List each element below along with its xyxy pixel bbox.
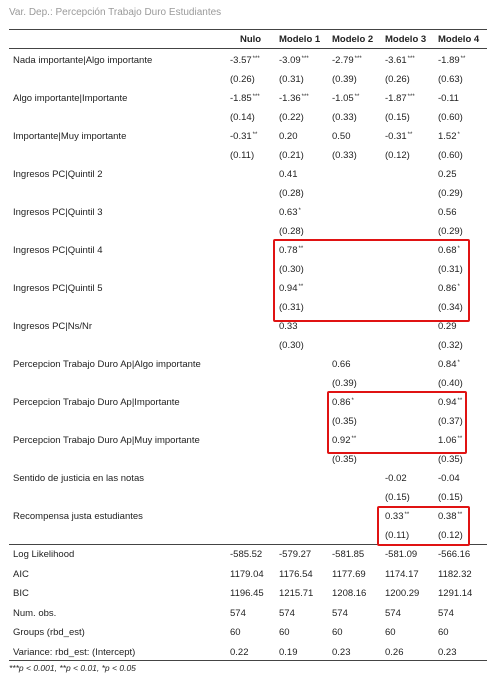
stat-value: 1179.04 [230, 568, 264, 580]
standard-error: (0.32) [438, 340, 463, 351]
stat-value: -566.16 [438, 549, 471, 560]
significance-stars: ** [351, 436, 357, 442]
significance-stars: *** [407, 94, 415, 100]
coefficient-estimate: -1.89** [438, 55, 466, 66]
header-rule [9, 48, 487, 49]
significance-stars: ** [457, 398, 463, 404]
stat-label: Variance: rbd_est: (Intercept) [13, 646, 136, 658]
stat-label: Groups (rbd_est) [13, 627, 85, 638]
standard-error: (0.28) [279, 226, 304, 237]
significance-stars: *** [407, 56, 415, 62]
coefficient-estimate: 1.52* [438, 131, 460, 142]
significance-stars: * [457, 132, 460, 138]
significance-stars: ** [404, 512, 410, 518]
highlight-box-recompensa [377, 506, 470, 546]
stat-label: BIC [13, 588, 29, 599]
standard-error: (0.35) [438, 454, 463, 465]
row-label: Ingresos PC|Quintil 2 [13, 169, 103, 180]
stat-value: 60 [230, 627, 241, 638]
coefficient-estimate: -2.79*** [332, 55, 362, 66]
standard-error: (0.60) [438, 112, 463, 123]
coefficient-estimate: 0.86* [438, 283, 460, 294]
coefficient-estimate: -3.57*** [230, 55, 260, 66]
standard-error: (0.39) [332, 378, 357, 389]
significance-stars: *** [252, 94, 260, 100]
stat-value: -585.52 [230, 549, 263, 560]
stat-value: -579.27 [279, 549, 312, 560]
row-label: Ingresos PC|Ns/Nr [13, 321, 93, 332]
stat-value: 60 [332, 627, 343, 638]
standard-error: (0.30) [279, 264, 304, 275]
row-label: Recompensa justa estudiantes [13, 511, 143, 522]
standard-error: (0.11) [385, 530, 410, 541]
stat-value: 1215.71 [279, 588, 314, 599]
coefficient-estimate: -0.31** [230, 131, 258, 142]
standard-error: (0.22) [279, 112, 304, 123]
significance-stars: *** [301, 56, 309, 62]
significance-stars: ** [457, 512, 463, 518]
stat-value: 1196.45 [230, 588, 264, 599]
significance-stars: ** [407, 132, 413, 138]
coefficient-estimate: 0.33 [279, 321, 298, 332]
standard-error: (0.31) [279, 302, 304, 313]
row-label: Sentido de justicia en las notas [13, 473, 144, 484]
coefficient-estimate: 0.78** [279, 245, 304, 256]
coefficient-estimate: 0.84* [438, 359, 460, 370]
stat-value: 60 [279, 627, 290, 638]
significance-stars: * [351, 398, 354, 404]
row-label: Algo importante|Importante [13, 93, 128, 104]
coefficient-estimate: 0.29 [438, 321, 457, 332]
row-label: Percepcion Trabajo Duro Ap|Importante [13, 397, 180, 408]
coefficient-estimate: -1.87*** [385, 93, 415, 104]
stat-value: 0.23 [332, 646, 351, 658]
standard-error: (0.35) [332, 454, 357, 465]
stat-value: 574 [279, 607, 295, 619]
coefficient-estimate: 0.94** [438, 397, 463, 408]
row-label: Ingresos PC|Quintil 5 [13, 283, 103, 294]
significance-stars: ** [354, 94, 360, 100]
coefficient-estimate: -1.85*** [230, 93, 260, 104]
standard-error: (0.39) [332, 74, 357, 85]
standard-error: (0.12) [438, 530, 463, 541]
row-label: Ingresos PC|Quintil 3 [13, 207, 103, 218]
top-rule [9, 29, 487, 30]
highlight-box-income [273, 239, 470, 322]
coefficient-estimate: 0.63* [279, 207, 301, 218]
coefficient-estimate: 0.86* [332, 397, 354, 408]
significance-stars: ** [298, 284, 304, 290]
coefficient-estimate: 0.41 [279, 169, 298, 180]
coefficient-estimate: 0.56 [438, 207, 457, 218]
stat-value: 1208.16 [332, 588, 367, 599]
standard-error: (0.30) [279, 340, 304, 351]
coefficient-estimate: -0.04 [438, 473, 460, 484]
coefficient-estimate: 0.66 [332, 359, 351, 370]
stat-value: 0.22 [230, 646, 249, 658]
coefficient-estimate: -0.02 [385, 473, 407, 484]
standard-error: (0.40) [438, 378, 463, 389]
stat-label: Log Likelihood [13, 549, 75, 560]
significance-stars: *** [252, 56, 260, 62]
coefficient-estimate: 0.50 [332, 131, 351, 142]
row-label: Ingresos PC|Quintil 4 [13, 245, 103, 256]
standard-error: (0.33) [332, 112, 357, 123]
stat-value: 0.23 [438, 646, 457, 658]
significance-stars: * [457, 360, 460, 366]
standard-error: (0.12) [385, 150, 410, 161]
stat-value: 1174.17 [385, 568, 419, 580]
stat-value: 1291.14 [438, 588, 473, 599]
standard-error: (0.33) [332, 150, 357, 161]
standard-error: (0.26) [385, 74, 410, 85]
stat-value: 1177.69 [332, 568, 366, 580]
row-label: Percepcion Trabajo Duro Ap|Muy importante [13, 435, 200, 446]
standard-error: (0.14) [230, 112, 255, 123]
standard-error: (0.15) [438, 492, 463, 503]
standard-error: (0.31) [438, 264, 463, 275]
standard-error: (0.60) [438, 150, 463, 161]
significance-stars: *** [301, 94, 309, 100]
significance-stars: ** [298, 246, 304, 252]
standard-error: (0.37) [438, 416, 463, 427]
coefficient-estimate: 0.25 [438, 169, 457, 180]
row-label: Percepcion Trabajo Duro Ap|Algo importante [13, 359, 201, 370]
coefficient-estimate: -3.61*** [385, 55, 415, 66]
column-header: Nulo [240, 34, 262, 45]
stat-value: 0.19 [279, 646, 298, 658]
stat-value: 0.26 [385, 646, 404, 658]
highlight-box-trabajo-duro [327, 391, 467, 454]
coefficient-estimate: -0.11 [438, 93, 459, 104]
stat-value: 1176.54 [279, 568, 313, 580]
standard-error: (0.34) [438, 302, 463, 313]
standard-error: (0.29) [438, 188, 463, 199]
stat-label: AIC [13, 568, 29, 580]
standard-error: (0.63) [438, 74, 463, 85]
significance-stars: ** [252, 132, 258, 138]
bottom-rule [9, 660, 487, 661]
significance-stars: * [457, 284, 460, 290]
stat-value: -581.85 [332, 549, 365, 560]
stat-value: 1182.32 [438, 568, 472, 580]
stat-value: 60 [385, 627, 396, 638]
standard-error: (0.15) [385, 112, 410, 123]
row-label: Nada importante|Algo importante [13, 55, 153, 66]
stat-value: 574 [385, 607, 401, 619]
standard-error: (0.26) [230, 74, 255, 85]
coefficient-estimate: -3.09*** [279, 55, 309, 66]
standard-error: (0.29) [438, 226, 463, 237]
column-header: Modelo 1 [279, 34, 321, 45]
standard-error: (0.15) [385, 492, 410, 503]
standard-error: (0.28) [279, 188, 304, 199]
coefficient-estimate: 0.68* [438, 245, 460, 256]
coefficient-estimate: 0.20 [279, 131, 298, 142]
coefficient-estimate: 0.92** [332, 435, 357, 446]
standard-error: (0.11) [230, 150, 255, 161]
coefficient-estimate: -1.05** [332, 93, 360, 104]
row-label: Importante|Muy importante [13, 131, 127, 142]
standard-error: (0.35) [332, 416, 357, 427]
significance-stars: *** [354, 56, 362, 62]
coefficient-estimate: -1.36*** [279, 93, 309, 104]
coefficient-estimate: 0.38** [438, 511, 463, 522]
column-header: Modelo 3 [385, 34, 427, 45]
stat-label: Num. obs. [13, 607, 57, 619]
stat-value: 574 [230, 607, 246, 619]
significance-footnote: ***p < 0.001, **p < 0.01, *p < 0.05 [9, 663, 136, 673]
significance-stars: ** [457, 436, 463, 442]
stat-value: -581.09 [385, 549, 418, 560]
significance-stars: ** [460, 56, 466, 62]
stat-value: 1200.29 [385, 588, 420, 599]
coefficient-estimate: 1.06** [438, 435, 463, 446]
coefficient-estimate: 0.33** [385, 511, 410, 522]
coefficient-estimate: 0.94** [279, 283, 304, 294]
stat-value: 574 [332, 607, 348, 619]
standard-error: (0.31) [279, 74, 304, 85]
table-caption: Var. Dep.: Percepción Trabajo Duro Estudiantes [9, 7, 222, 18]
significance-stars: * [298, 208, 301, 214]
stat-value: 574 [438, 607, 454, 619]
stat-value: 60 [438, 627, 449, 638]
standard-error: (0.21) [279, 150, 304, 161]
coefficient-estimate: -0.31** [385, 131, 413, 142]
column-header: Modelo 2 [332, 34, 374, 45]
column-header: Modelo 4 [438, 34, 480, 45]
significance-stars: * [457, 246, 460, 252]
